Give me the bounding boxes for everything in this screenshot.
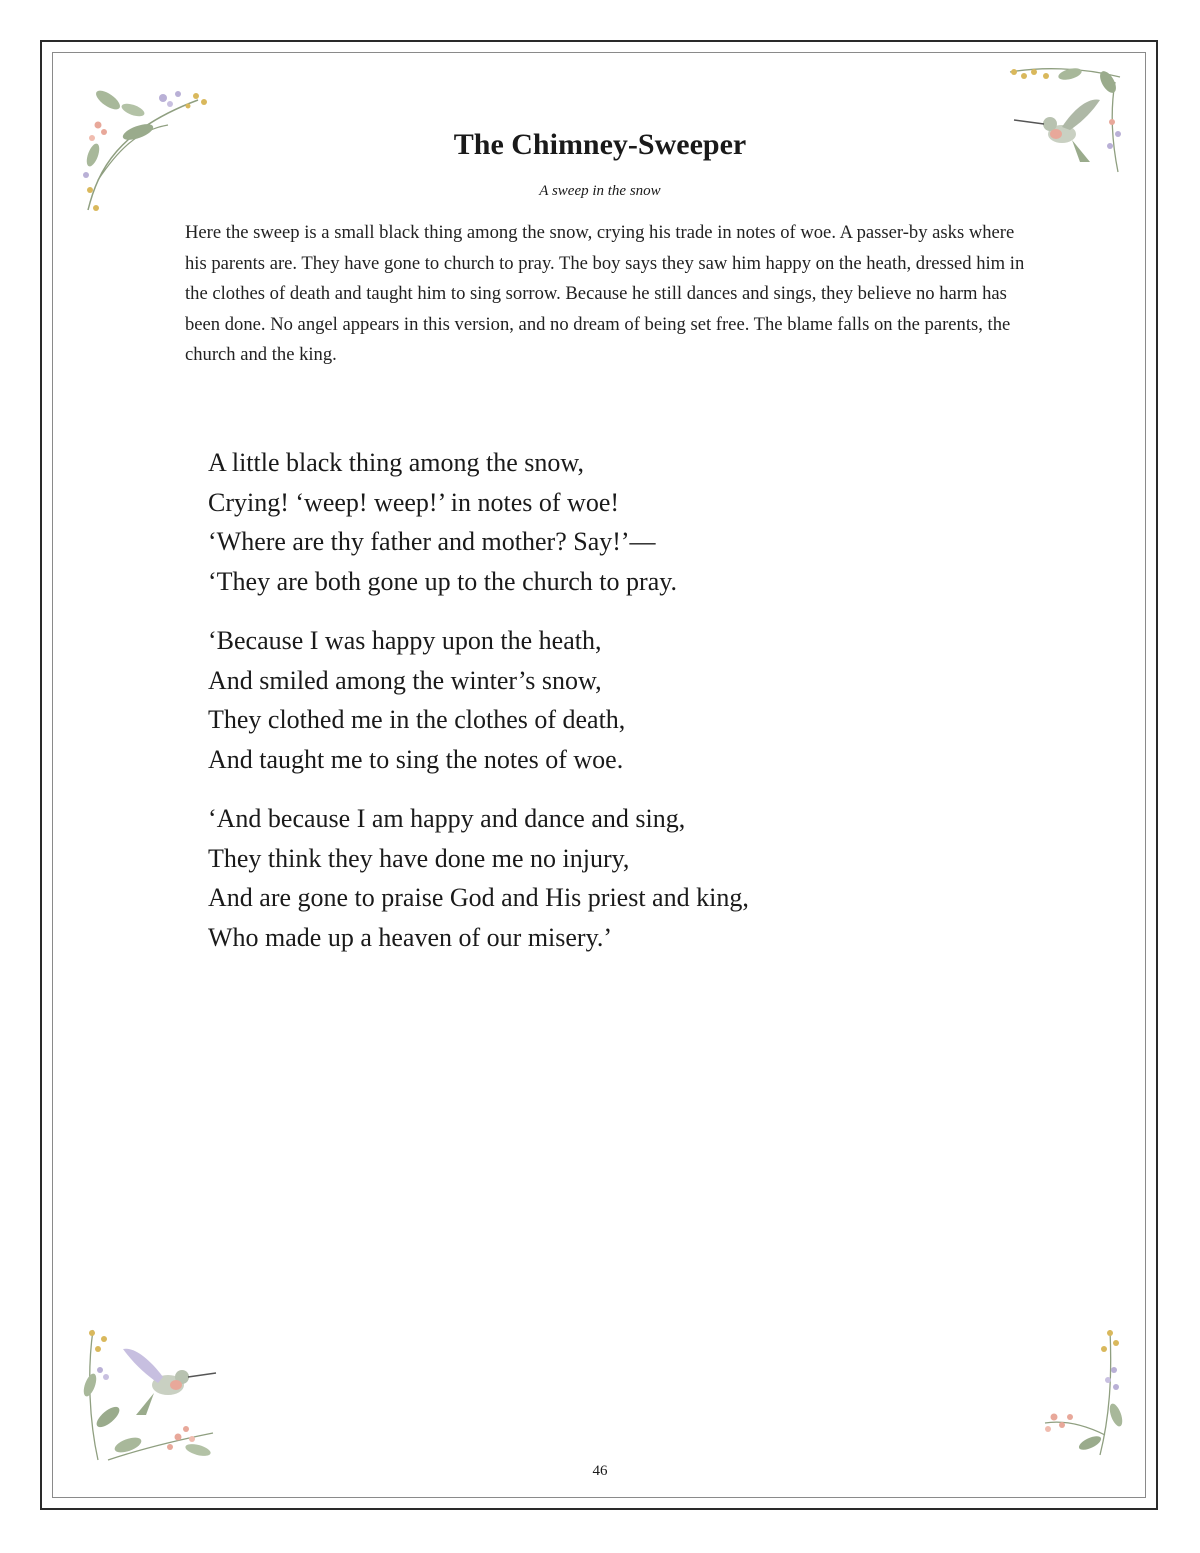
stanza <box>208 799 1028 957</box>
poem-line: Who made up a heaven of our misery.’ <box>208 922 613 952</box>
stanza <box>208 443 1028 601</box>
poem-line: They think they have done me no injury, <box>208 843 630 873</box>
poem-line: ‘And because I am happy and dance and sing, <box>208 804 686 833</box>
poem-line: ‘Where are thy father and mother? Say!’— <box>208 527 656 556</box>
poem-line: They clothed me in the clothes of death, <box>208 705 626 734</box>
poem-line: A little black thing among the snow, <box>208 448 584 477</box>
poem-subtitle: A sweep in the snow <box>539 183 661 199</box>
floral-corner-bottom-right-icon <box>1030 1325 1130 1460</box>
poem-line: And taught me to sing the notes of woe. <box>208 744 624 774</box>
poem-line: And are gone to praise God and His priest and king, <box>208 883 749 912</box>
poem-line: ‘Because I was happy upon the heath, <box>208 626 602 655</box>
poem-line: Crying! ‘weep! weep!’ in notes of woe! <box>208 487 620 517</box>
stanza <box>208 621 1028 779</box>
poem-title: The Chimney-Sweeper <box>453 128 747 161</box>
poem-line: ‘They are both gone up to the church to pray. <box>208 566 678 596</box>
poem-line: And smiled among the winter’s snow, <box>208 665 602 695</box>
hummingbird-corner-top-right-icon <box>1000 62 1130 182</box>
page-number: 46 <box>592 1463 608 1479</box>
poem-body <box>208 443 1028 977</box>
hummingbird-corner-bottom-left-icon <box>78 1325 228 1465</box>
poem-summary: Here the sweep is a small black thing among the snow, crying his trade in notes of woe. A passer-by asks where his parents are. They have gone to church to pray. The boy says they saw him happy on the heath, dressed him in the clothes of death and taught him to sing sorrow. Because he still dances and sings, they believe no harm has been done. No angel appears in this version, and no dream of being set free. The blame falls on the parents, the church and the king. <box>185 222 1025 365</box>
